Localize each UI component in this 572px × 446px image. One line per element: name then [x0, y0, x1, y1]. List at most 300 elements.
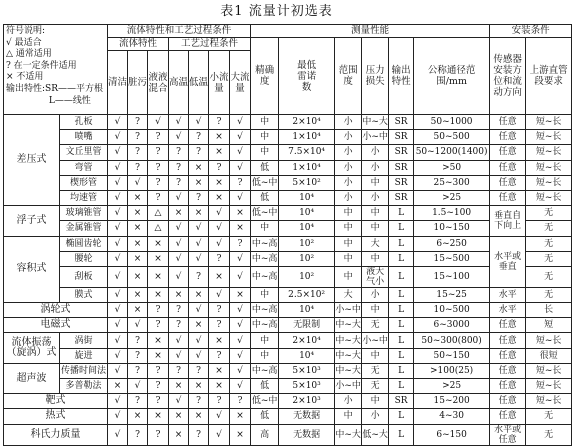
cell-rangeability: 小~中 [335, 379, 362, 394]
cell-nominal-diameter: 25~300 [414, 175, 490, 190]
cell-liquid-mix: ? [148, 363, 169, 378]
cell-accuracy: 中 [251, 130, 279, 145]
cell-liquid-mix: ? [148, 379, 169, 394]
table-row [4, 160, 572, 175]
cell-rangeability: 中~大 [335, 348, 362, 363]
cell-low-temp: × [189, 175, 209, 190]
table-row [4, 130, 572, 145]
cell-high-temp: √ [169, 348, 189, 363]
meter-type: 涡轮式 [4, 303, 108, 318]
cell-accuracy: 中~高 [251, 363, 279, 378]
cell-upstream-pipe: 短~长 [526, 115, 572, 130]
cell-min-reynolds: 10² [279, 251, 335, 266]
cell-sensor-mount: 任意 [490, 363, 526, 378]
cell-pressure-loss: 无 [362, 363, 389, 378]
cell-nominal-diameter: 50~500 [414, 130, 490, 145]
cell-pressure-loss: 无 [362, 318, 389, 333]
cell-nominal-diameter: >25 [414, 379, 490, 394]
cell-accuracy: 中~高 [251, 303, 279, 318]
meter-subtype: 金属锥管 [60, 221, 108, 236]
table-row [4, 394, 572, 409]
cell-liquid-mix: × [148, 266, 169, 287]
cell-pressure-loss: 无 [362, 379, 389, 394]
cell-clean: √ [108, 130, 128, 145]
cell-low-temp: √ [189, 348, 209, 363]
cell-large-flow: √ [230, 251, 251, 266]
cell-clean: √ [108, 266, 128, 287]
cell-liquid-mix: ? [148, 424, 169, 445]
cell-min-reynolds: 5×10² [279, 175, 335, 190]
table-row [4, 379, 572, 394]
cell-pressure-loss: 中 [362, 251, 389, 266]
cell-dirty: ? [128, 130, 148, 145]
cell-rangeability: 小 [335, 145, 362, 160]
cell-upstream-pipe: 短~长 [526, 145, 572, 160]
header-install-conditions: 安装条件 [490, 25, 572, 38]
cell-sensor-mount: 任意 [490, 160, 526, 175]
cell-nominal-diameter: 50~150 [414, 348, 490, 363]
cell-upstream-pipe: 无 [526, 221, 572, 236]
table-row [4, 333, 572, 348]
cell-accuracy: 中~高 [251, 318, 279, 333]
cell-high-temp: × [169, 409, 189, 424]
legend-line: 符号说明: [6, 26, 46, 36]
legend-line: L——线性 [6, 95, 91, 106]
cell-sensor-mount: 任意 [490, 409, 526, 424]
cell-small-flow: √ [209, 409, 230, 424]
cell-low-temp: ? [189, 363, 209, 378]
cell-small-flow: ? [209, 303, 230, 318]
cell-output: L [389, 303, 414, 318]
meter-type: 热式 [4, 409, 108, 424]
cell-low-temp: × [189, 409, 209, 424]
cell-accuracy: 中 [251, 145, 279, 160]
table-row [4, 190, 572, 205]
cell-low-temp: × [189, 287, 209, 302]
cell-small-flow: √ [209, 287, 230, 302]
cell-min-reynolds: 10⁴ [279, 221, 335, 236]
cell-rangeability: 中~大 [335, 333, 362, 348]
cell-liquid-mix: △ [148, 206, 169, 221]
cell-pressure-loss: 中 [362, 348, 389, 363]
cell-large-flow: √ [230, 145, 251, 160]
cell-liquid-mix: × [148, 409, 169, 424]
cell-output: SR [389, 175, 414, 190]
cell-sensor-mount: 任意 [490, 348, 526, 363]
cell-liquid-mix: ? [148, 190, 169, 205]
cell-dirty: × [128, 303, 148, 318]
cell-sensor-mount: 垂直自下向上 [490, 206, 526, 236]
table-row [4, 145, 572, 160]
cell-min-reynolds: 10⁴ [279, 303, 335, 318]
cell-liquid-mix: ? [148, 175, 169, 190]
cell-large-flow: √ [230, 379, 251, 394]
cell-dirty: × [128, 206, 148, 221]
cell-high-temp: × [169, 206, 189, 221]
cell-nominal-diameter: 10~500 [414, 303, 490, 318]
cell-high-temp: √ [169, 221, 189, 236]
cell-small-flow: × [209, 145, 230, 160]
cell-small-flow: × [209, 190, 230, 205]
meter-subtype: 旋进 [60, 348, 108, 363]
cell-min-reynolds: 10⁴ [279, 348, 335, 363]
cell-rangeability: 大 [335, 287, 362, 302]
cell-dirty: × [128, 190, 148, 205]
cell-clean: √ [108, 190, 128, 205]
cell-pressure-loss: 低~大 [362, 424, 389, 445]
cell-high-temp: √ [169, 190, 189, 205]
cell-min-reynolds: 10² [279, 266, 335, 287]
cell-small-flow: √ [209, 236, 230, 251]
cell-liquid-mix: × [148, 236, 169, 251]
cell-min-reynolds: 5×10³ [279, 379, 335, 394]
table-title: 表1 流量计初选表 [220, 4, 333, 19]
cell-high-temp: √ [169, 130, 189, 145]
cell-pressure-loss: 中 [362, 206, 389, 221]
cell-output: L [389, 221, 414, 236]
cell-large-flow: ? [230, 394, 251, 409]
cell-dirty: ? [128, 424, 148, 445]
cell-pressure-loss: 中 [362, 175, 389, 190]
header-large-flow: 大流量 [230, 51, 251, 115]
cell-upstream-pipe: 短 [526, 318, 572, 333]
cell-low-temp: ? [189, 424, 209, 445]
cell-rangeability: 小 [335, 160, 362, 175]
meter-subtype: 膜式 [60, 287, 108, 302]
cell-low-temp: √ [189, 221, 209, 236]
header-accuracy: 精确度 [251, 38, 279, 115]
cell-sensor-mount: 任意 [490, 115, 526, 130]
cell-low-temp: √ [189, 236, 209, 251]
cell-rangeability: 中~大 [335, 424, 362, 445]
header-sensor-mount: 传感器安装方位和流动方向 [490, 38, 526, 115]
cell-nominal-diameter: 50~300(800) [414, 333, 490, 348]
cell-pressure-loss: 中 [362, 303, 389, 318]
cell-small-flow: ? [209, 394, 230, 409]
cell-small-flow: ? [209, 160, 230, 175]
cell-rangeability: 小 [335, 394, 362, 409]
cell-pressure-loss: 中 [362, 221, 389, 236]
cell-pressure-loss: 小 [362, 145, 389, 160]
cell-nominal-diameter: 4~30 [414, 409, 490, 424]
cell-sensor-mount: 任意 [490, 190, 526, 205]
legend-line: △ 通常适用 [6, 49, 52, 60]
header-min-reynolds: 最低雷诺数 [279, 38, 335, 115]
cell-pressure-loss: 液大气小 [362, 266, 389, 287]
cell-clean: √ [108, 363, 128, 378]
meter-subtype: 传播时间法 [60, 363, 108, 378]
cell-liquid-mix: × [148, 348, 169, 363]
cell-low-temp: ? [189, 130, 209, 145]
header-fluid-process: 流体特性和工艺过程条件 [108, 25, 251, 38]
cell-clean: √ [108, 348, 128, 363]
cell-pressure-loss: 小 [362, 287, 389, 302]
cell-small-flow: ? [209, 115, 230, 130]
cell-liquid-mix: ? [148, 145, 169, 160]
cell-upstream-pipe: 短~长 [526, 363, 572, 378]
meter-subtype: 喷嘴 [60, 130, 108, 145]
meter-type: 科氏力质量 [4, 424, 108, 445]
cell-dirty: ? [128, 333, 148, 348]
cell-min-reynolds: 1×10⁴ [279, 130, 335, 145]
cell-large-flow: × [230, 287, 251, 302]
cell-large-flow: √ [230, 303, 251, 318]
table-row [4, 409, 572, 424]
cell-rangeability: 中 [335, 266, 362, 287]
cell-small-flow: × [209, 130, 230, 145]
cell-liquid-mix: × [148, 287, 169, 302]
cell-output: L [389, 206, 414, 221]
meter-subtype: 玻璃锥管 [60, 206, 108, 221]
legend-line: √ 最适合 [6, 37, 42, 48]
cell-accuracy: 中 [251, 115, 279, 130]
cell-rangeability: 小 [335, 175, 362, 190]
cell-large-flow: √ [230, 266, 251, 287]
cell-upstream-pipe: 无 [526, 424, 572, 445]
cell-small-flow: ? [209, 318, 230, 333]
cell-dirty: × [128, 266, 148, 287]
meter-subtype: 腰轮 [60, 251, 108, 266]
header-liquid-mix: 液液混合 [148, 51, 169, 115]
cell-rangeability: 中 [335, 206, 362, 221]
cell-clean: √ [108, 409, 128, 424]
cell-clean: √ [108, 115, 128, 130]
cell-nominal-diameter: 50~1000 [414, 115, 490, 130]
cell-large-flow: √ [230, 130, 251, 145]
cell-large-flow: √ [230, 160, 251, 175]
cell-low-temp: ? [189, 266, 209, 287]
cell-small-flow: × [209, 379, 230, 394]
header-output: 输出特性 [389, 38, 414, 115]
cell-large-flow: × [230, 206, 251, 221]
cell-nominal-diameter: >100(25) [414, 363, 490, 378]
cell-min-reynolds: 无限制 [279, 318, 335, 333]
cell-nominal-diameter: 6~250 [414, 236, 490, 251]
cell-clean: √ [108, 206, 128, 221]
cell-liquid-mix: ? [148, 303, 169, 318]
cell-rangeability: 中 [335, 409, 362, 424]
cell-output: SR [389, 145, 414, 160]
cell-pressure-loss: 小~中 [362, 130, 389, 145]
legend-line: × 不适用 [6, 72, 44, 83]
cell-sensor-mount: 任意 [490, 175, 526, 190]
cell-high-temp: × [169, 379, 189, 394]
symbol-legend [4, 25, 108, 115]
cell-sensor-mount: 任意 [490, 333, 526, 348]
cell-output: SR [389, 160, 414, 175]
cell-output: L [389, 348, 414, 363]
cell-dirty: × [128, 221, 148, 236]
cell-min-reynolds: 10⁴ [279, 206, 335, 221]
cell-accuracy: 低~中 [251, 206, 279, 221]
cell-min-reynolds: 10² [279, 236, 335, 251]
table-row [4, 424, 572, 445]
cell-upstream-pipe: 无 [526, 287, 572, 302]
cell-accuracy: 低 [251, 190, 279, 205]
cell-high-temp: × [169, 424, 189, 445]
cell-accuracy: 中~高 [251, 266, 279, 287]
cell-rangeability: 小 [335, 130, 362, 145]
cell-dirty: × [128, 409, 148, 424]
cell-dirty: ? [128, 394, 148, 409]
cell-min-reynolds: 2×10³ [279, 394, 335, 409]
meter-subtype: 椭圆齿轮 [60, 236, 108, 251]
cell-sensor-mount: 任意 [490, 379, 526, 394]
header-process-conditions: 工艺过程条件 [169, 38, 251, 51]
cell-accuracy: 高 [251, 424, 279, 445]
cell-sensor-mount: 任意 [490, 130, 526, 145]
cell-accuracy: 中 [251, 287, 279, 302]
header-pressure-loss: 压力损失 [362, 38, 389, 115]
table-row [4, 287, 572, 302]
cell-large-flow: √ [230, 115, 251, 130]
cell-high-temp: ? [169, 318, 189, 333]
cell-dirty: ? [128, 145, 148, 160]
table-row [4, 236, 572, 251]
cell-clean: √ [108, 251, 128, 266]
cell-low-temp: √ [189, 303, 209, 318]
header-dirty: 脏污 [128, 51, 148, 115]
cell-large-flow: × [230, 409, 251, 424]
cell-upstream-pipe: 无 [526, 236, 572, 251]
cell-upstream-pipe: 短~长 [526, 160, 572, 175]
header-upstream-pipe: 上游直管段要求 [526, 38, 572, 115]
header-high-temp: 高温 [169, 51, 189, 115]
cell-rangeability: 小~中 [335, 303, 362, 318]
cell-sensor-mount: 任意 [490, 394, 526, 409]
cell-upstream-pipe: 无 [526, 206, 572, 221]
cell-clean: √ [108, 175, 128, 190]
table-row [4, 303, 572, 318]
table-row [4, 363, 572, 378]
cell-nominal-diameter: 6~150 [414, 424, 490, 445]
cell-upstream-pipe: 无 [526, 409, 572, 424]
cell-large-flow: √ [230, 318, 251, 333]
cell-small-flow: √ [209, 206, 230, 221]
cell-small-flow: × [209, 266, 230, 287]
cell-output: L [389, 318, 414, 333]
cell-nominal-diameter: 15~200 [414, 394, 490, 409]
header-fluid-characteristics: 流体特性 [108, 38, 169, 51]
cell-accuracy: 低 [251, 379, 279, 394]
cell-sensor-mount: 水平或任意 [490, 424, 526, 445]
cell-accuracy: 低~中 [251, 394, 279, 409]
cell-min-reynolds: 2.5×10² [279, 287, 335, 302]
cell-clean: √ [108, 287, 128, 302]
table-row [4, 206, 572, 221]
cell-output: SR [389, 190, 414, 205]
cell-upstream-pipe: 短~长 [526, 130, 572, 145]
meter-type: 靶式 [4, 394, 108, 409]
cell-accuracy: 中 [251, 333, 279, 348]
cell-sensor-mount: 水平或垂直 [490, 236, 526, 287]
cell-pressure-loss: 小 [362, 160, 389, 175]
cell-high-temp: √ [169, 115, 189, 130]
cell-output: L [389, 409, 414, 424]
meter-subtype: 文丘里管 [60, 145, 108, 160]
cell-liquid-mix: △ [148, 221, 169, 236]
cell-high-temp: ? [169, 160, 189, 175]
flowmeter-selection-table [3, 24, 572, 446]
cell-low-temp: ? [189, 190, 209, 205]
cell-large-flow: × [230, 424, 251, 445]
cell-upstream-pipe: 很短 [526, 348, 572, 363]
cell-rangeability: 中 [335, 236, 362, 251]
table-row [4, 221, 572, 236]
cell-large-flow: ? [230, 236, 251, 251]
cell-min-reynolds: 10⁴ [279, 190, 335, 205]
cell-min-reynolds: 2×10⁴ [279, 333, 335, 348]
meter-subtype: 楔形管 [60, 175, 108, 190]
cell-small-flow: × [209, 333, 230, 348]
cell-low-temp: × [189, 318, 209, 333]
cell-liquid-mix: ? [148, 160, 169, 175]
cell-small-flow: × [209, 175, 230, 190]
cell-rangeability: 中~大 [335, 318, 362, 333]
cell-upstream-pipe: 无 [526, 251, 572, 266]
cell-liquid-mix: √ [148, 115, 169, 130]
cell-clean: √ [108, 221, 128, 236]
cell-nominal-diameter: >50 [414, 160, 490, 175]
table-row [4, 348, 572, 363]
cell-high-temp: × [169, 287, 189, 302]
cell-min-reynolds: 1×10⁴ [279, 160, 335, 175]
table-row [4, 115, 572, 130]
cell-accuracy: 中~高 [251, 236, 279, 251]
cell-large-flow: √ [230, 363, 251, 378]
meter-category: 超声波 [4, 363, 60, 393]
cell-dirty: ? [128, 160, 148, 175]
meter-category: 流体振荡（旋涡）式 [4, 333, 60, 363]
cell-high-temp: √ [169, 333, 189, 348]
cell-dirty: × [128, 287, 148, 302]
cell-low-temp: √ [189, 115, 209, 130]
cell-high-temp: ? [169, 175, 189, 190]
cell-clean: √ [108, 394, 128, 409]
cell-upstream-pipe: 长 [526, 303, 572, 318]
cell-nominal-diameter: 6~3000 [414, 318, 490, 333]
cell-clean: √ [108, 236, 128, 251]
cell-sensor-mount: 任意 [490, 318, 526, 333]
table-row [4, 266, 572, 287]
cell-min-reynolds: 无数据 [279, 409, 335, 424]
cell-pressure-loss: 小 [362, 409, 389, 424]
cell-rangeability: 小 [335, 190, 362, 205]
meter-subtype: 均速管 [60, 190, 108, 205]
cell-min-reynolds: 无数据 [279, 424, 335, 445]
cell-output: L [389, 266, 414, 287]
meter-subtype: 刮板 [60, 266, 108, 287]
header-clean: 清洁 [108, 51, 128, 115]
cell-pressure-loss: 小 [362, 190, 389, 205]
cell-liquid-mix: ? [148, 318, 169, 333]
cell-dirty: × [128, 236, 148, 251]
cell-sensor-mount: 任意 [490, 145, 526, 160]
cell-large-flow: √ [230, 190, 251, 205]
cell-rangeability: 小 [335, 115, 362, 130]
cell-small-flow: ? [209, 348, 230, 363]
cell-small-flow: √ [209, 424, 230, 445]
cell-dirty: ? [128, 115, 148, 130]
cell-output: SR [389, 394, 414, 409]
cell-small-flow: ? [209, 251, 230, 266]
cell-min-reynolds: 5×10³ [279, 363, 335, 378]
cell-output: SR [389, 130, 414, 145]
cell-upstream-pipe: 短~长 [526, 379, 572, 394]
meter-subtype: 孔板 [60, 115, 108, 130]
cell-dirty: × [128, 251, 148, 266]
table-row [4, 175, 572, 190]
